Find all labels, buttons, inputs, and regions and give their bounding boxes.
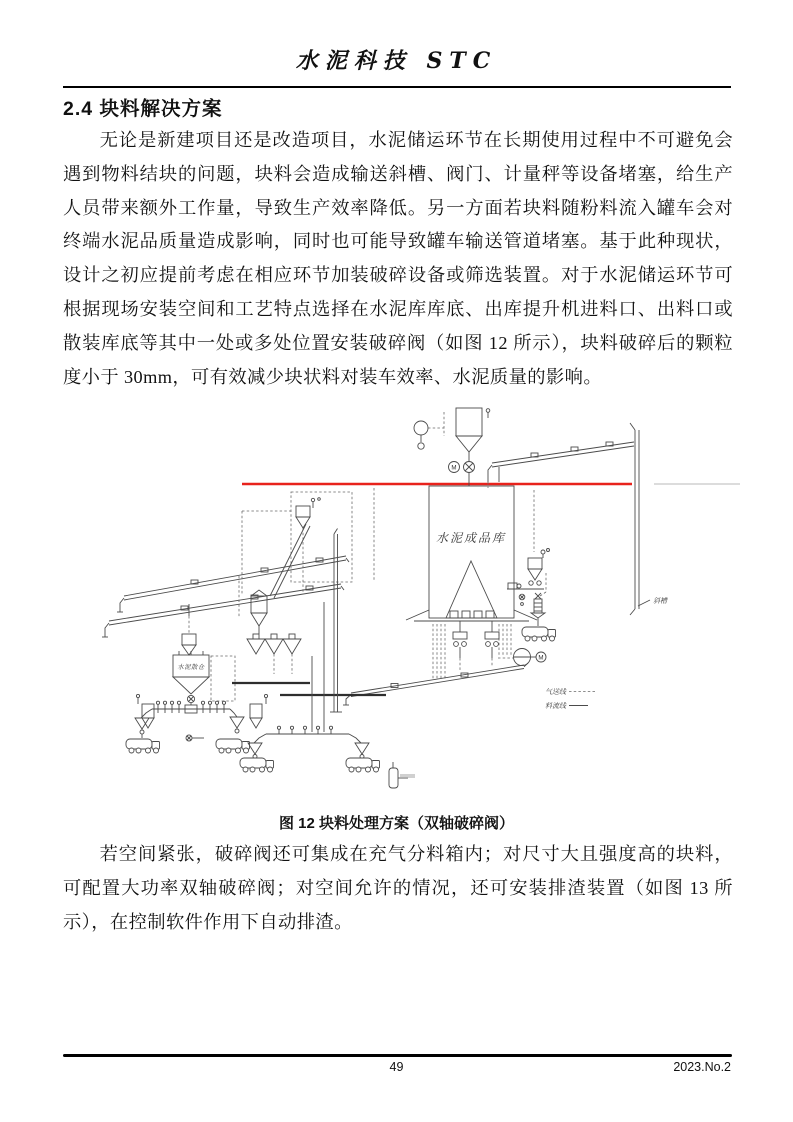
blower-group <box>498 649 546 666</box>
footer-rule <box>63 1054 732 1057</box>
truck-icon <box>522 627 556 641</box>
truck-icon <box>240 758 274 772</box>
small-bin-label: 水泥散仓 <box>177 664 205 671</box>
truck-icon <box>216 739 250 753</box>
section-heading: 2.4 块料解决方案 <box>63 98 223 120</box>
left-airslide-conveyors <box>102 556 349 637</box>
bottom-drain <box>389 762 415 788</box>
left-bin-group <box>173 604 235 705</box>
top-airslide-conveyor <box>488 442 634 488</box>
legend-material-line-label: 料流线 <box>545 702 566 710</box>
center-separator-group <box>232 488 386 732</box>
figure-12-diagram <box>94 406 744 806</box>
feed-hopper <box>456 408 482 436</box>
journal-header-title: 水泥科技 STC <box>295 48 498 74</box>
left-loading-group <box>126 694 268 753</box>
body-paragraph-2: 若空间紧张，破碎阀还可集成在充气分料箱内；对尺寸大且强度高的块料，可配置大功率双轴破碎阀；对空间允许的情况，还可安装排渣装置（如图 13 所示），在控制软件作用下自动排渣。 <box>63 844 733 932</box>
diagram-legend <box>545 688 596 710</box>
footer-page-number: 49 <box>389 1060 404 1074</box>
telescopic-spout <box>531 593 545 626</box>
right-wall <box>630 423 668 615</box>
body-paragraph-1: 无论是新建项目还是改造项目，水泥储运环节在长期使用过程中不可避免会遇到物料结块的问题，块料会造成输送斜槽、阀门、计量秤等设备堵塞，给生产人员带来额外工作量，导致生产效率降低。另一方面若块料随粉料流入罐车会对终端水泥品质量造成影响，同时也可能导致罐车输送管道堵塞。基于此种现状，设计之初应提前考虑在相应环节加装破碎设备或筛选装置。对于水泥储运环节可根据现场安装空间和工艺特点选择在水泥库库底、出库提升机进料口、出料口或散装库底等其中一处或多处位置安装破碎阀（如图 12 所示），块料破碎后的颗粒度小于 30mm，可有效减少块状料对装车效率、水泥质量的影响。 <box>63 130 733 387</box>
pressure-gauge-icon <box>414 421 428 435</box>
legend-air-line-label: 气送线 <box>545 688 566 696</box>
truck-icon <box>346 758 380 772</box>
cyclone <box>251 596 267 613</box>
svg-text:M: M <box>451 464 457 472</box>
process-flow-diagram <box>94 406 744 806</box>
truck-icon <box>126 739 160 753</box>
center-loading-group <box>240 726 380 772</box>
svg-text:M: M <box>538 654 544 662</box>
dust-collector <box>296 506 310 517</box>
figure-12-caption: 图 12 块料处理方案（双轴破碎阀） <box>278 815 515 832</box>
top-feed-assembly <box>414 408 490 486</box>
chute-label: 斜槽 <box>653 597 667 605</box>
footer-issue-number: 2023.No.2 <box>673 1060 731 1074</box>
under-silo-airslide <box>343 663 528 705</box>
header-rule <box>63 86 731 88</box>
main-silo-label: 水泥成品库 <box>435 531 507 545</box>
loading-hopper <box>528 558 542 569</box>
silo-discharge-group <box>453 621 499 672</box>
